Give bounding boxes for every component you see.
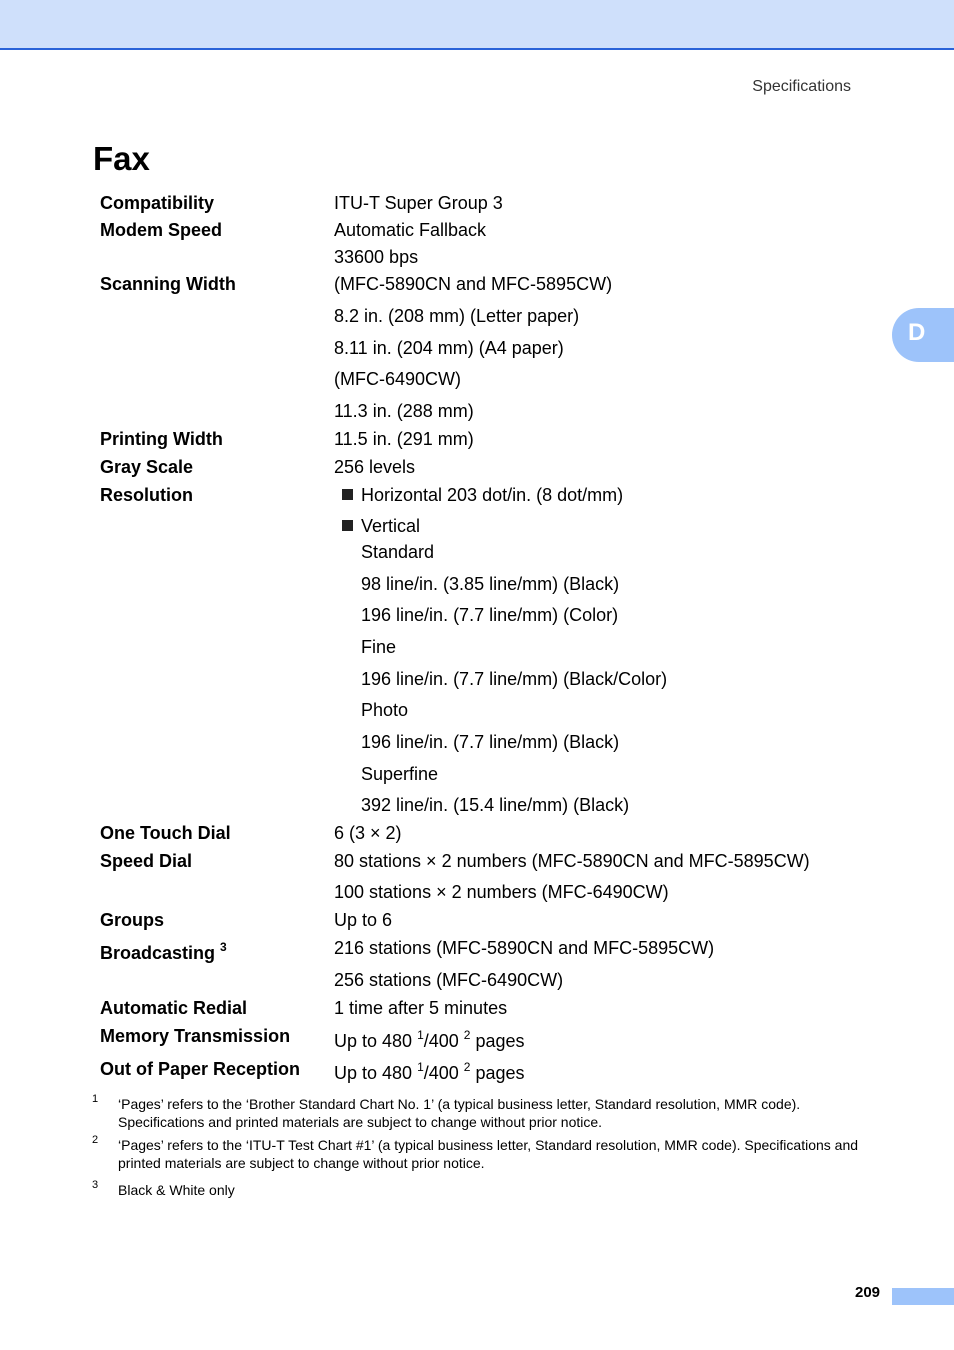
top-header-bar — [0, 0, 954, 50]
resolution-photo-1: 196 line/in. (7.7 line/mm) (Black) — [361, 732, 620, 752]
scanning-width-label: Scanning Width — [100, 274, 236, 294]
speed-dial-value-2: 100 stations × 2 numbers (MFC-6490CW) — [334, 882, 669, 902]
resolution-standard-1: 98 line/in. (3.85 line/mm) (Black) — [361, 574, 620, 594]
footnote-number: 1 — [92, 1093, 99, 1105]
compatibility-value: ITU-T Super Group 3 — [334, 193, 503, 213]
compatibility-label: Compatibility — [100, 193, 215, 213]
broadcasting-value-1: 216 stations (MFC-5890CN and MFC-5895CW) — [334, 938, 715, 958]
scanning-width-value-4: (MFC-6490CW) — [334, 369, 462, 389]
footnote-ref: 1 — [417, 1028, 424, 1042]
bullet-square-icon — [342, 489, 353, 500]
resolution-vertical: Vertical — [361, 516, 421, 536]
footnote-ref: 2 — [463, 1028, 471, 1042]
memory-transmission-label: Memory Transmission — [100, 1026, 291, 1046]
footnote-text: ‘Pages’ refers to the ‘Brother Standard Chart No. 1’ (a typical business letter, Standard resolution, MMR code). Specifications and printed materials are subject to change without prior notice. — [118, 1096, 801, 1130]
broadcasting-value-2: 256 stations (MFC-6490CW) — [334, 970, 564, 990]
gray-scale-value: 256 levels — [334, 457, 416, 477]
groups-value: Up to 6 — [334, 910, 393, 930]
footnote-ref: 3 — [220, 940, 227, 954]
resolution-standard-2: 196 line/in. (7.7 line/mm) (Color) — [361, 605, 619, 625]
footnote-text: Black & White only — [118, 1182, 235, 1198]
groups-label: Groups — [100, 910, 165, 930]
resolution-horizontal: Horizontal 203 dot/in. (8 dot/mm) — [361, 485, 624, 505]
automatic-redial-value: 1 time after 5 minutes — [334, 998, 508, 1018]
chapter-tab-letter: D — [908, 319, 926, 346]
page-number: 209 — [855, 1284, 881, 1301]
modem-speed-value-2: 33600 bps — [334, 247, 419, 267]
chapter-side-tab — [892, 308, 954, 362]
resolution-label: Resolution — [100, 485, 193, 505]
footnote-number: 3 — [92, 1179, 99, 1191]
resolution-standard: Standard — [361, 542, 435, 562]
footnote-number: 2 — [92, 1134, 99, 1146]
page-number-bar — [892, 1288, 954, 1305]
modem-speed-value-1: Automatic Fallback — [334, 220, 487, 240]
gray-scale-label: Gray Scale — [100, 457, 194, 477]
out-of-paper-reception-value: Up to 480 $^1$/400 $^2$ pages — [334, 1060, 525, 1083]
modem-speed-label: Modem Speed — [100, 220, 223, 240]
broadcasting-label-text: Broadcasting — [100, 943, 216, 963]
one-touch-dial-label: One Touch Dial — [100, 823, 231, 843]
section-header: Specifications — [752, 78, 851, 95]
scanning-width-value-1: (MFC-5890CN and MFC-5895CW) — [334, 274, 613, 294]
scanning-width-value-5: 11.3 in. (288 mm) — [334, 401, 474, 421]
speed-dial-value-1: 80 stations × 2 numbers (MFC-5890CN and MFC-5895CW) — [334, 851, 810, 871]
resolution-fine-1: 196 line/in. (7.7 line/mm) (Black/Color) — [361, 669, 668, 689]
resolution-photo: Photo — [361, 700, 409, 720]
footnote-ref: 2 — [463, 1060, 471, 1074]
printing-width-label: Printing Width — [100, 429, 223, 449]
broadcasting-label — [100, 942, 227, 964]
footnote-ref: 1 — [417, 1060, 424, 1074]
scanning-width-value-2: 8.2 in. (208 mm) (Letter paper) — [334, 306, 580, 326]
automatic-redial-label: Automatic Redial — [100, 998, 248, 1018]
printing-width-value: 11.5 in. (291 mm) — [334, 429, 474, 449]
speed-dial-label: Speed Dial — [100, 851, 193, 871]
one-touch-dial-value: 6 (3 × 2) — [334, 823, 402, 843]
resolution-superfine-1: 392 line/in. (15.4 line/mm) (Black) — [361, 795, 630, 815]
resolution-fine: Fine — [361, 637, 397, 657]
footnote-text: ‘Pages’ refers to the ‘ITU-T Test Chart #1’ (a typical business letter, Standard resolution, MMR code). Specifications and printed materials are subject to change without prior notice. — [118, 1137, 859, 1171]
page-title: Fax — [93, 140, 150, 177]
out-of-paper-reception-label: Out of Paper Reception — [100, 1059, 301, 1079]
scanning-width-value-3: 8.11 in. (204 mm) (A4 paper) — [334, 338, 564, 358]
bullet-square-icon — [342, 520, 353, 531]
resolution-superfine: Superfine — [361, 764, 439, 784]
memory-transmission-value: Up to 480 $^1$/400 $^2$ pages — [334, 1028, 525, 1051]
